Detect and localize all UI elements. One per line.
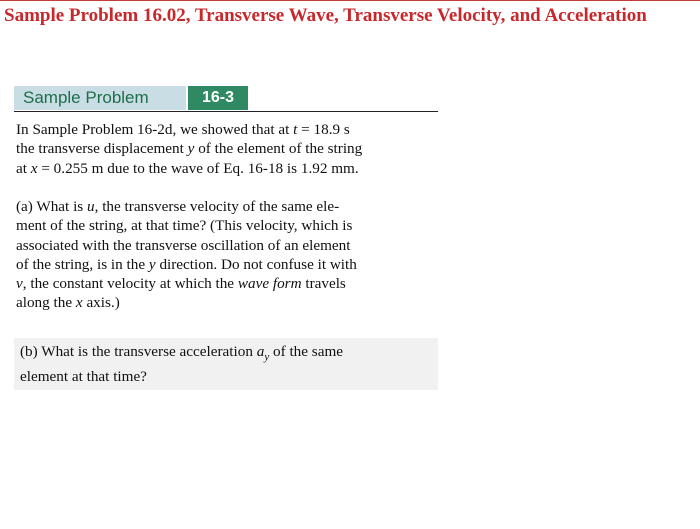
top-rule <box>0 0 700 1</box>
intro-line-1: In Sample Problem 16-2d, we showed that at t = 18.9 s <box>16 121 350 138</box>
part-a-line-5: v, the constant velocity at which the wave form travels <box>16 275 346 293</box>
part-a-line-4: of the string, is in the y direction. Do not confuse it with <box>16 255 357 273</box>
sample-problem-banner <box>14 86 438 112</box>
part-b-line-1: (b) What is the transverse acceleration $a_y$ of the same <box>20 343 344 364</box>
part-a-paragraph <box>16 197 440 313</box>
banner-label: Sample Problem <box>14 86 186 110</box>
banner-number: 16-3 <box>188 86 248 110</box>
intro-paragraph <box>16 120 440 178</box>
slide-title: Sample Problem 16.02, Transverse Wave, Transverse Velocity, and Acceleration <box>4 5 647 26</box>
intro-line-2: the transverse displacement y of the element of the string <box>16 140 363 158</box>
part-a-line-1: (a) What is u, the transverse velocity of the same ele- <box>16 198 340 215</box>
part-a-line-3: associated with the transverse oscillation of an element <box>16 236 351 254</box>
intro-line-3: at x = 0.255 m due to the wave of Eq. 16-18 is 1.92 mm. <box>16 159 359 177</box>
banner-rule <box>14 111 438 112</box>
part-a-line-6: along the x axis.) <box>16 294 120 312</box>
part-b-paragraph <box>20 342 436 387</box>
part-b-line-2: element at that time? <box>20 368 147 386</box>
part-a-line-2: ment of the string, at that time? (This velocity, which is <box>16 217 353 235</box>
